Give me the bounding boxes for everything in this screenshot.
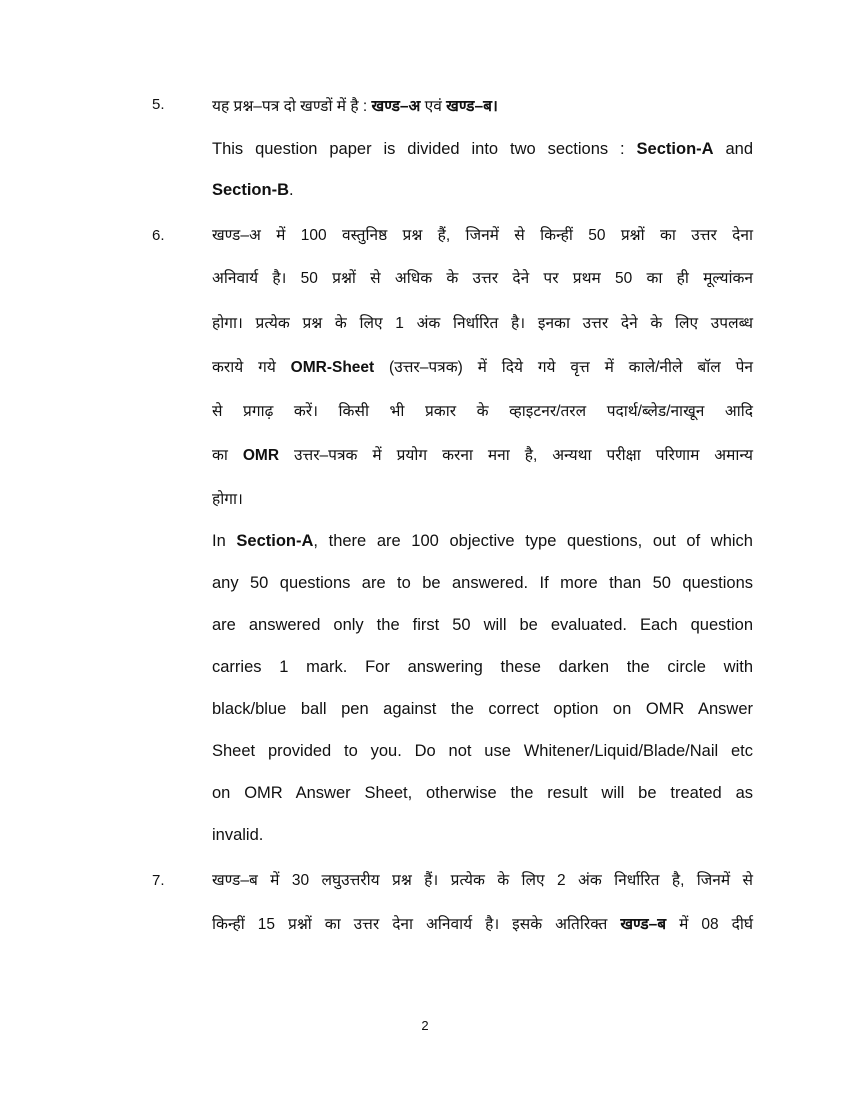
hindi-line: खण्ड–ब में 30 लघुउत्तरीय प्रश्न हैं। प्रत्येक के लिए 2 अंक निर्धारित है, जिनमें से — [212, 872, 753, 889]
item-number: 5. — [152, 96, 165, 113]
english-line: Section-B. — [212, 181, 294, 199]
english-line: invalid. — [212, 826, 264, 844]
hindi-line: होगा। — [212, 491, 243, 508]
hindi-line: यह प्रश्न–पत्र दो खण्डों में है : खण्ड–अ एवं खण्ड–ब। — [212, 98, 498, 115]
hindi-line: किन्हीं 15 प्रश्नों का उत्तर देना अनिवार्य है। इसके अतिरिक्त खण्ड–ब में 08 दीर्घ — [212, 916, 753, 933]
hindi-line: अनिवार्य है। 50 प्रश्नों से अधिक के उत्तर देने पर प्रथम 50 का ही मूल्यांकन — [212, 270, 753, 287]
english-line: any 50 questions are to be answered. If more than 50 questions — [212, 574, 753, 592]
hindi-line: का OMR उत्तर–पत्रक में प्रयोग करना मना है, अन्यथा परीक्षा परिणाम अमान्य — [212, 447, 753, 464]
english-line: Sheet provided to you. Do not use Whitener/Liquid/Blade/Nail etc — [212, 742, 753, 760]
item-number: 7. — [152, 872, 165, 889]
page-number: 2 — [421, 1018, 429, 1033]
english-line: black/blue ball pen against the correct option on OMR Answer — [212, 700, 753, 718]
english-line: This question paper is divided into two sections : Section-A and — [212, 140, 754, 158]
item-number: 6. — [152, 227, 165, 244]
english-line: In Section-A, there are 100 objective type questions, out of which — [212, 532, 753, 550]
english-line: on OMR Answer Sheet, otherwise the result will be treated as — [212, 784, 753, 802]
english-line: carries 1 mark. For answering these darken the circle with — [212, 658, 753, 676]
hindi-line: होगा। प्रत्येक प्रश्न के लिए 1 अंक निर्धारित है। इनका उत्तर देने के लिए उपलब्ध — [212, 315, 753, 332]
english-line: are answered only the first 50 will be evaluated. Each question — [212, 616, 753, 634]
hindi-line: कराये गये OMR-Sheet (उत्तर–पत्रक) में दिये गये वृत्त में काले/नीले बॉल पेन — [212, 359, 754, 376]
hindi-line: खण्ड–अ में 100 वस्तुनिष्ठ प्रश्न हैं, जिनमें से किन्हीं 50 प्रश्नों का उत्तर देना — [212, 227, 753, 244]
hindi-line: से प्रगाढ़ करें। किसी भी प्रकार के व्हाइटनर/तरल पदार्थ/ब्लेड/नाखून आदि — [212, 403, 753, 420]
